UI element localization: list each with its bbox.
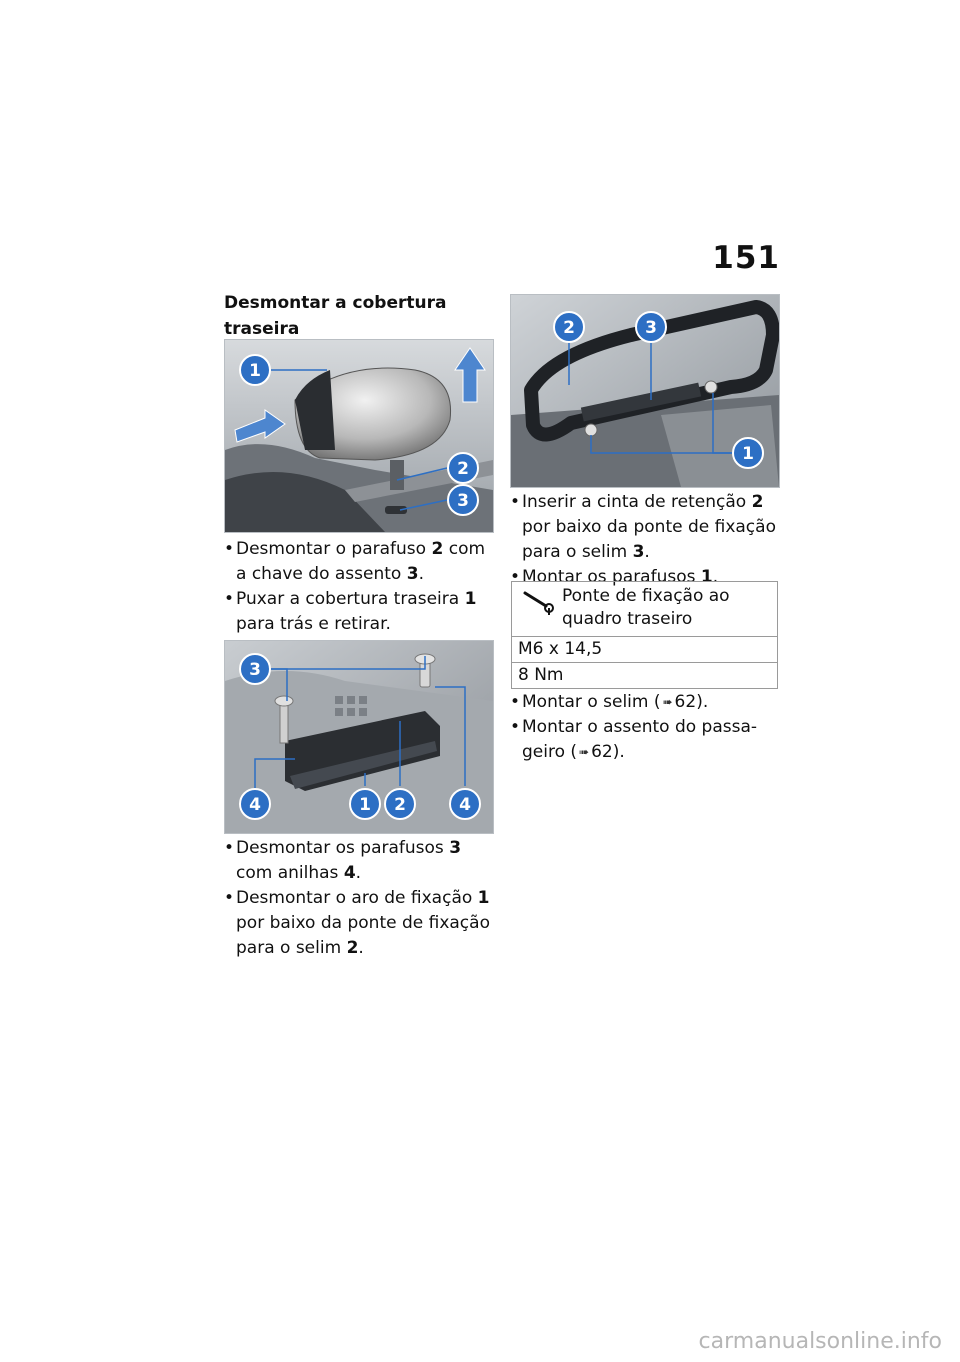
- callout-2: [554, 312, 584, 342]
- section-title: Desmontar a cobertura traseira: [224, 293, 447, 339]
- callout-3: [448, 485, 478, 515]
- callout-2: [385, 789, 415, 819]
- svg-text:1: 1: [249, 361, 261, 381]
- torque-title: Ponte de fixação ao quadro traseiro: [562, 586, 730, 629]
- svg-text:3: 3: [457, 491, 469, 511]
- steps-list-c: [510, 490, 785, 590]
- list-item: • Montar os parafusos 1.: [510, 567, 719, 587]
- page-ref-arrow-icon: ➠: [662, 695, 673, 709]
- svg-text:2: 2: [563, 318, 575, 338]
- svg-text:1: 1: [359, 795, 371, 815]
- watermark: carmanualsonline.info: [698, 1329, 942, 1354]
- callout-3: [636, 312, 666, 342]
- callout-1: [350, 789, 380, 819]
- figure-retaining-strap: [510, 294, 780, 488]
- callout-4-right: [450, 789, 480, 819]
- callout-1: [240, 355, 270, 385]
- torque-value-row: [512, 663, 778, 689]
- steps-list-d: [510, 690, 778, 765]
- svg-text:2: 2: [394, 795, 406, 815]
- svg-text:4: 4: [459, 795, 471, 815]
- torque-wrench-icon: [522, 590, 556, 616]
- torque-size-row: [512, 637, 778, 663]
- list-item: • Desmontar o parafuso 2 com a chave do assento 3.: [224, 539, 486, 584]
- steps-list-b: [224, 836, 496, 961]
- list-item: • Desmontar os parafusos 3 com anilhas 4.: [224, 838, 462, 883]
- svg-text:1: 1: [742, 444, 754, 464]
- figure-rear-cover: [224, 339, 494, 533]
- callout-4-left: [240, 789, 270, 819]
- list-item: • Montar o assento do passa-geiro ( ➠ 62).: [510, 715, 778, 765]
- list-item: • Puxar a cobertura traseira 1 para trás e retirar.: [224, 589, 477, 634]
- list-item: • Desmontar o aro de fixação 1 por baixo da ponte de fixação para o selim 2.: [224, 888, 490, 958]
- callout-3: [240, 654, 270, 684]
- list-item: • Inserir a cinta de retenção 2 por baixo da ponte de fixação para o selim 3.: [510, 492, 776, 562]
- svg-text:2: 2: [457, 459, 469, 479]
- list-item: • Montar o selim ( ➠ 62).: [510, 690, 778, 715]
- callout-1: [733, 438, 763, 468]
- page-ref-arrow-icon: ➠: [579, 745, 590, 759]
- svg-text:4: 4: [249, 795, 261, 815]
- torque-table-header: [512, 582, 778, 637]
- callout-2: [448, 453, 478, 483]
- figure-fixing-ring: [224, 640, 494, 834]
- torque-table: [511, 581, 778, 689]
- page-ref[interactable]: 62: [591, 742, 613, 762]
- torque-size: M6 x 14,5: [512, 637, 778, 663]
- svg-text:3: 3: [249, 660, 261, 680]
- torque-value: 8 Nm: [512, 663, 778, 689]
- svg-text:3: 3: [645, 318, 657, 338]
- steps-list-a: [224, 537, 494, 637]
- page-number: 151: [712, 240, 780, 276]
- page-ref[interactable]: 62: [674, 692, 697, 712]
